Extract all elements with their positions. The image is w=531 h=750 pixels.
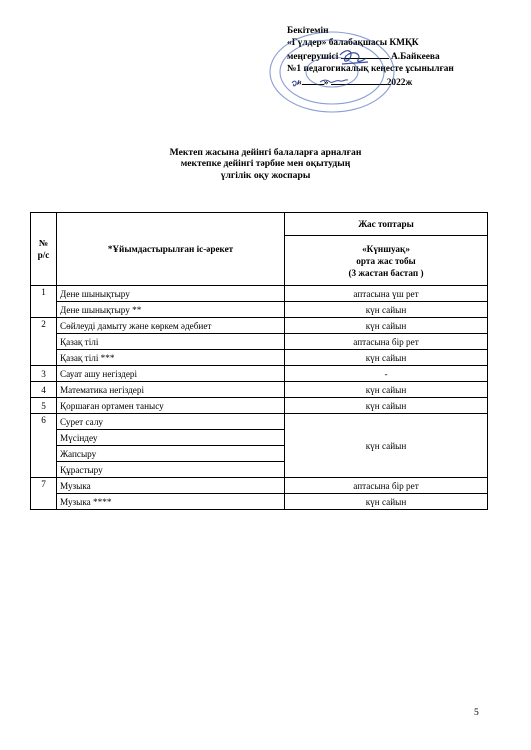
activity-cell: Музыка: [57, 478, 285, 494]
frequency-cell: аптасына бір рет: [285, 478, 488, 494]
header-group: [285, 236, 488, 286]
activity-cell: Математика негіздері: [57, 382, 285, 398]
page-number: 5: [474, 707, 479, 718]
activity-cell: Дене шынықтыру: [57, 286, 285, 302]
curriculum-table: [30, 212, 488, 510]
row-number: 1: [31, 286, 57, 318]
frequency-cell: аптасына бір рет: [285, 334, 488, 350]
approval-date: « » 2022ж: [287, 75, 497, 90]
activity-cell: Қазақ тілі ***: [57, 350, 285, 366]
approval-line-2: «Гүлдер» балабақшасы КМҚК: [287, 37, 419, 48]
approval-name: А.Байкеева: [391, 52, 440, 62]
row-number: 5: [31, 398, 57, 414]
row-number: 3: [31, 366, 57, 382]
activity-cell: Құрастыру: [57, 462, 285, 478]
header-number: № р/с: [31, 213, 57, 286]
table-row: [31, 318, 488, 334]
title-line-3: үлгілік оқу жоспары: [220, 169, 311, 181]
row-number: 6: [31, 414, 57, 478]
frequency-cell: күн сайын: [285, 350, 488, 366]
frequency-cell: күн сайын: [285, 494, 488, 510]
activity-cell: Сурет салу: [57, 414, 285, 430]
table-row: [31, 382, 488, 398]
frequency-cell: күн сайын: [285, 398, 488, 414]
activity-cell: Жапсыру: [57, 446, 285, 462]
frequency-cell: күн сайын: [285, 382, 488, 398]
activity-cell: Мүсіндеу: [57, 430, 285, 446]
approval-line-1: Бекітемін: [287, 26, 329, 36]
frequency-cell: күн сайын: [285, 302, 488, 318]
activity-cell: Дене шынықтыру **: [57, 302, 285, 318]
header-activity: *Ұйымдастырылған іс-әрекет: [57, 213, 285, 286]
approval-position: меңгерушісі: [287, 52, 339, 62]
date-year: 2022ж: [386, 78, 413, 88]
table-row: [31, 414, 488, 430]
group-type: орта жас тобы: [356, 255, 416, 266]
activity-cell: Қазақ тілі: [57, 334, 285, 350]
official-stamp: [262, 20, 412, 116]
table-row: [31, 366, 488, 382]
title-line-1: Мектеп жасына дейінгі балаларға арналған: [169, 147, 362, 158]
frequency-cell: күн сайын: [285, 414, 488, 478]
row-number: 7: [31, 478, 57, 510]
group-name: «Күншуақ»: [362, 243, 410, 254]
activity-cell: Музыка ****: [57, 494, 285, 510]
activity-cell: Сөйлеуді дамыту және көркем әдебиет: [57, 318, 285, 334]
table-row: [31, 286, 488, 302]
table-row: [31, 302, 488, 318]
approval-line-4: №1 педагогикалық кеңесте ұсынылған: [287, 63, 454, 74]
table-row: [31, 478, 488, 494]
row-number: 4: [31, 382, 57, 398]
table-row: [31, 334, 488, 350]
activity-cell: Сауат ашу негіздері: [57, 366, 285, 382]
row-number: 2: [31, 318, 57, 366]
frequency-cell: күн сайын: [285, 318, 488, 334]
handwritten-signature: [340, 51, 368, 64]
frequency-cell: аптасына үш рет: [285, 286, 488, 302]
table-row: [31, 350, 488, 366]
frequency-cell: -: [285, 366, 488, 382]
table-row: [31, 398, 488, 414]
header-age-groups: Жас топтары: [285, 213, 488, 236]
document-title: [0, 147, 531, 181]
title-line-2: мектепке дейінгі тәрбие мен оқытудың: [180, 158, 351, 170]
table-row: [31, 494, 488, 510]
group-age: (3 жастан бастап ): [348, 267, 424, 278]
activity-cell: Қоршаған ортамен танысу: [57, 398, 285, 414]
